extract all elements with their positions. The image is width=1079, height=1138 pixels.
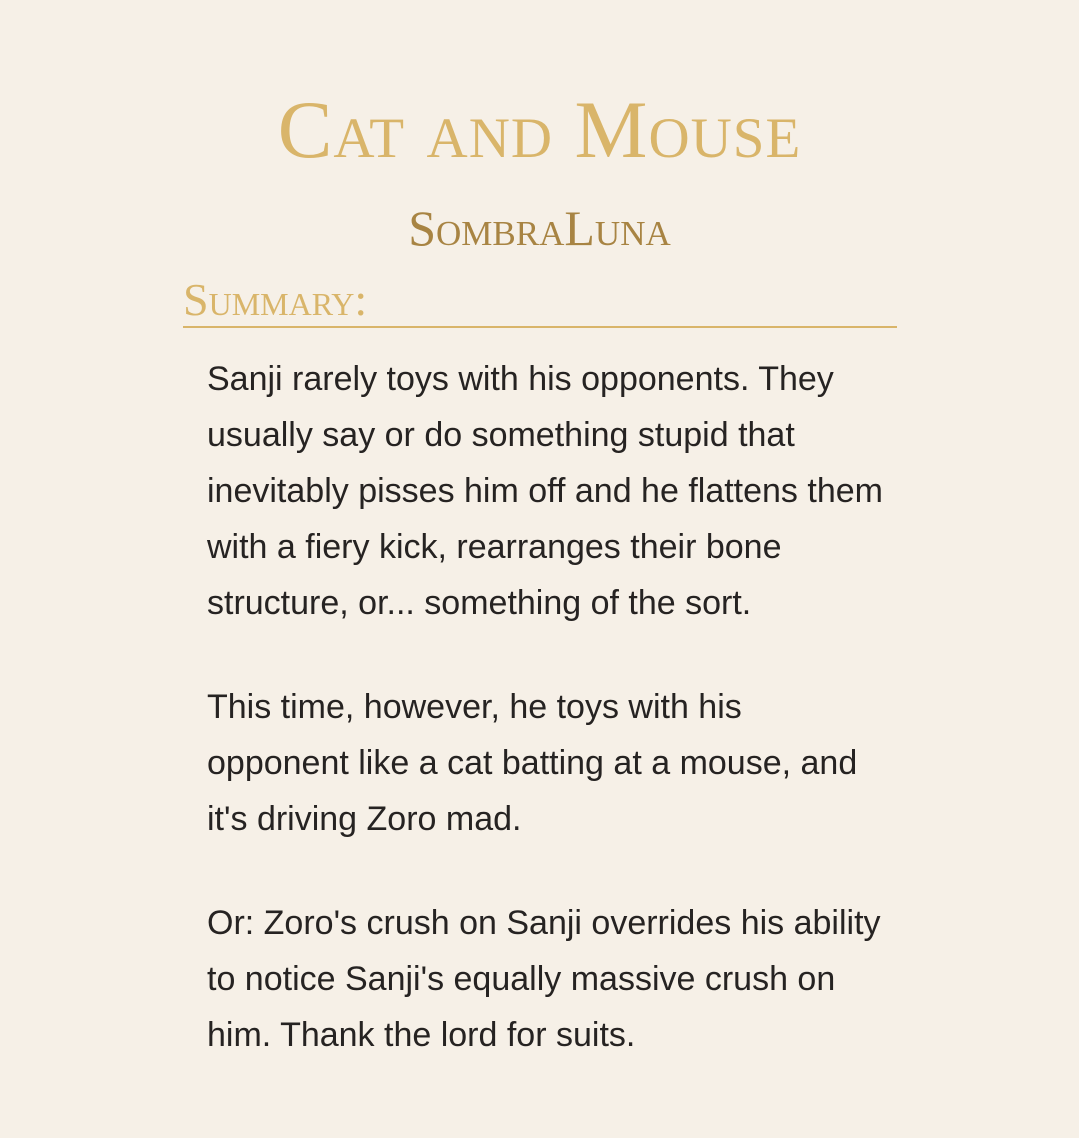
summary-text xyxy=(207,351,887,1111)
summary-paragraph: Or: Zoro's crush on Sanji overrides his ability to notice Sanji's equally massive crush on him. Thank the lord for suits. xyxy=(207,904,881,1054)
summary-paragraph: Sanji rarely toys with his opponents. They usually say or do something stupid that inevitably pisses him off and he flattens them with a fiery kick, rearranges their bone structure, or... something of the sort. xyxy=(207,360,883,622)
summary-heading: Summary: xyxy=(183,272,897,328)
story-title: Cat and Mouse xyxy=(277,84,802,175)
author-name[interactable]: SombraLuna xyxy=(408,200,671,256)
summary-paragraph: This time, however, he toys with his opponent like a cat batting at a mouse, and it's driving Zoro mad. xyxy=(207,688,858,838)
